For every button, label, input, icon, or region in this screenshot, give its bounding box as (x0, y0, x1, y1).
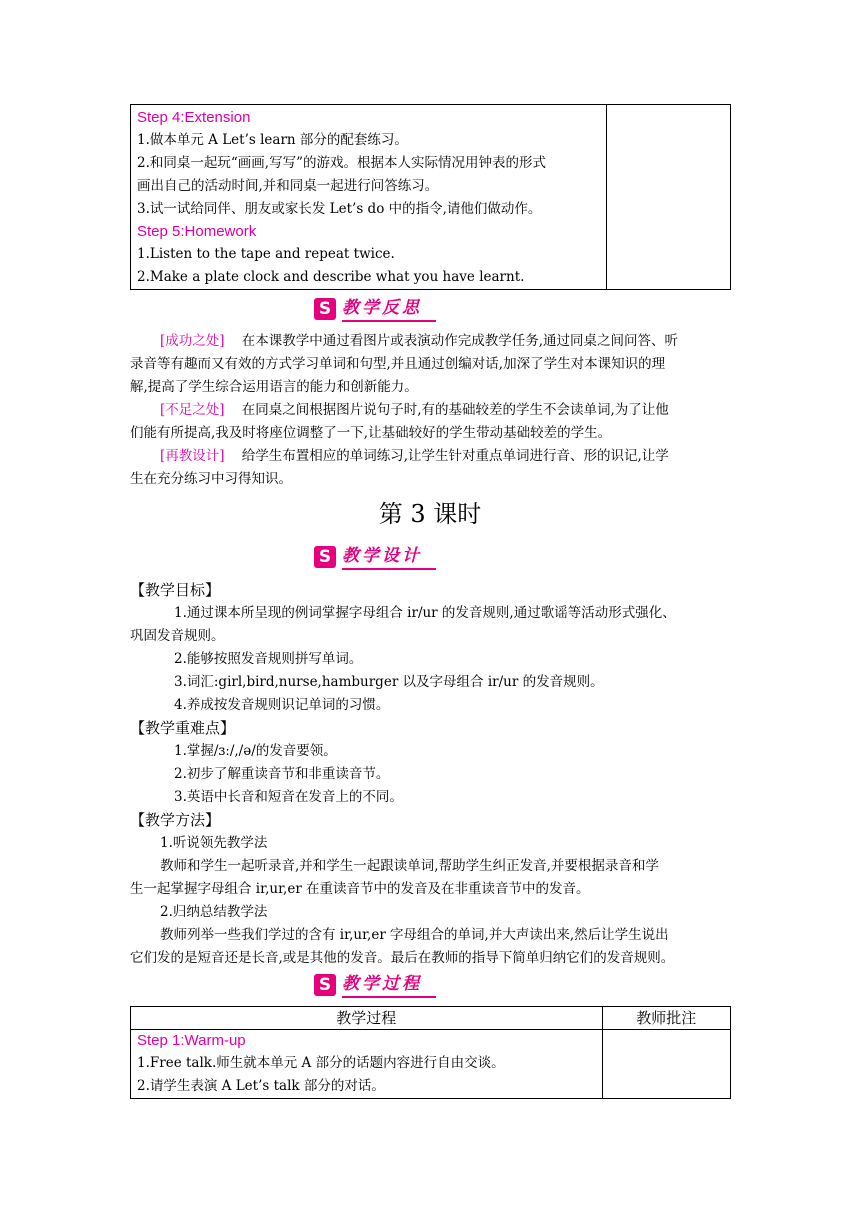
step4-title: Step 4:Extension (137, 109, 251, 126)
banner-reflection-title: 教学反思 (342, 296, 436, 322)
step4-item: 3.试一试给同伴、朋友或家长发 Let’s do 中的指令,请他们做动作。 (137, 201, 542, 217)
step5-item: 2.Make a plate clock and describe what you have learnt. (137, 269, 525, 285)
keypoints-heading: 【教学重难点】 (130, 719, 236, 737)
goal-item: 巩固发音规则。 (130, 628, 225, 644)
method-text: 教师和学生一起听录音,并和学生一起跟读单词,帮助学生纠正发音,并要根据录音和学 (160, 858, 659, 874)
banner-process-title: 教学过程 (342, 972, 436, 998)
process-cell (131, 105, 607, 290)
banner-reflection (314, 296, 436, 322)
banner-design (314, 544, 436, 570)
banner-process (314, 972, 436, 998)
redesign-text: 给学生布置相应的单词练习,让学生针对重点单词进行音、形的识记,让学 (241, 448, 669, 464)
process-cell (131, 1030, 603, 1099)
lack-tag: [不足之处] (160, 402, 225, 418)
lack-text: 们能有所提高,我及时将座位调整了一下,让基础较好的学生带动基础较差的学生。 (130, 425, 612, 441)
goal-item: 2.能够按照发音规则拼写单词。 (174, 651, 363, 667)
method-text: 生一起掌握字母组合 ir,ur,er 在重读音节中的发音及在非重读音节中的发音。 (130, 881, 590, 897)
step1-item: 2.请学生表演 A Let’s talk 部分的对话。 (137, 1078, 385, 1094)
goal-item: 1.通过课本所呈现的例词掌握字母组合 ir/ur 的发音规则,通过歌谣等活动形式强化、 (174, 605, 676, 621)
banner-design-title: 教学设计 (342, 544, 436, 570)
goal-item: 4.养成按发音规则识记单词的习惯。 (174, 697, 390, 713)
col-process-header: 教学过程 (131, 1007, 603, 1030)
keypoint-item: 1.掌握/ɜː/,/ə/的发音要领。 (174, 743, 337, 759)
keypoint-item: 2.初步了解重读音节和非重读音节。 (174, 766, 390, 782)
redesign-tag: [再教设计] (160, 448, 225, 464)
success-text: 在本课教学中通过看图片或表演动作完成教学任务,通过同桌之间问答、听 (241, 333, 679, 349)
teacher-notes-cell (606, 105, 730, 290)
redesign-text: 生在充分练习中习得知识。 (130, 471, 292, 487)
success-tag: [成功之处] (160, 333, 225, 349)
teacher-notes-cell (602, 1030, 730, 1099)
reflection-section (130, 330, 732, 491)
keypoint-item: 3.英语中长音和短音在发音上的不同。 (174, 789, 403, 805)
section-logo-icon: S (314, 546, 336, 568)
col-notes-header: 教师批注 (602, 1007, 730, 1030)
design-section (130, 579, 740, 970)
step5-title: Step 5:Homework (137, 223, 257, 240)
step4-item: 2.和同桌一起玩“画画,写写”的游戏。根据本人实际情况用钟表的形式 (137, 155, 546, 171)
step1-title: Step 1:Warm-up (137, 1032, 246, 1049)
method-text: 教师列举一些我们学过的含有 ir,ur,er 字母组合的单词,并大声读出来,然后让学生说出 (160, 927, 669, 943)
lack-text: 在同桌之间根据图片说句子时,有的基础较差的学生不会读单词,为了让他 (241, 402, 669, 418)
section-logo-icon: S (314, 298, 336, 320)
step4-item: 1.做本单元 A Let’s learn 部分的配套练习。 (137, 132, 408, 148)
method-text: 它们发的是短音还是长音,或是其他的发音。最后在教师的指导下简单归纳它们的发音规则。 (130, 950, 675, 966)
goals-heading: 【教学目标】 (130, 581, 221, 599)
process-table-bottom (130, 1006, 731, 1099)
step4-item: 画出自己的活动时间,并和同桌一起进行问答练习。 (137, 178, 439, 194)
success-text: 录音等有趣而又有效的方式学习单词和句型,并且通过创编对话,加深了学生对本课知识的理 (130, 356, 666, 372)
section-logo-icon: S (314, 974, 336, 996)
success-text: 解,提高了学生综合运用语言的能力和创新能力。 (130, 379, 418, 395)
step1-item: 1.Free talk.师生就本单元 A 部分的话题内容进行自由交谈。 (137, 1055, 505, 1071)
process-table-top (130, 104, 731, 290)
method-title: 1.听说领先教学法 (160, 835, 268, 851)
goal-item: 3.词汇:girl,bird,nurse,hamburger 以及字母组合 ir/ur 的发音规则。 (174, 674, 604, 690)
method-title: 2.归纳总结教学法 (160, 904, 268, 920)
lesson-title: 第 3 课时 (378, 500, 482, 528)
methods-heading: 【教学方法】 (130, 811, 221, 829)
step5-item: 1.Listen to the tape and repeat twice. (137, 246, 395, 262)
